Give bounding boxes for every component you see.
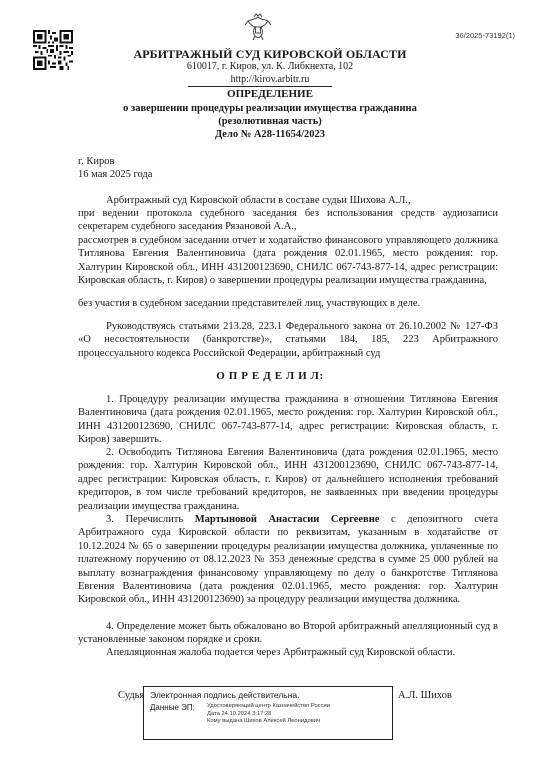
consideration-paragraph: рассмотрев в судебном заседании отчет и ходатайство финансового управляющего должника Титлянова Евгения Валентиновича (дата рождения 02.01.1965, место рождения: гор. Халтурин Кировской обл., ИНН 431200123690, СНИЛС 067-743-877-14, адрес регистрации: Кировская область, г. Киров) о завершении процедуры реализации имущества гражданина, — [78, 235, 498, 287]
electronic-signature-stamp — [143, 686, 393, 740]
payee-name: Мартыновой Анастасии Сергеевне — [194, 514, 380, 525]
stamp-key: Данные ЭП: — [150, 703, 195, 712]
stamp-issuer: Удостоверяющий центр Казначейство России — [207, 703, 330, 709]
case-number: Дело № А28-11654/2023 — [214, 129, 326, 140]
item-3-prefix: 3. Перечислить — [106, 514, 195, 525]
date: 16 мая 2025 года — [78, 169, 153, 180]
court-address: 610017, г. Киров, ул. К. Либкнехта, 102 — [186, 61, 354, 72]
legal-basis-paragraph: Руководствуясь статьями 213.28, 223.1 Федерального закона от 26.10.2002 № 127-ФЗ «О несостоятельности (банкротстве)», статьями 184, 185, 223 Арбитражного процессуального кодекса Российской Федерации, арбитражный суд — [78, 321, 498, 359]
item-3-text: с депозитного счета Арбитражного суда Кировской области по реквизитам, указанным в ходатайстве от 10.12.2024 № 65 о завершении процедуры реализации имущества должника, уплаченные по платежному поручению от 08.12.2023 № 353 денежные средства в сумме 25 000 рублей на выплату вознаграждения финансовому управляющему по делу о банкротстве Титлянова Евгения Валентиновича (дата рождения 02.01.1965, место рождения: гор. Халтурин Кировской обл., ИНН 431200123690) за процедуру реализации имущества должника. — [78, 514, 498, 606]
decision-heading: О П Р Е Д Е Л И Л: — [216, 370, 324, 382]
place: г. Киров — [78, 156, 115, 167]
protocol-paragraph: при ведении протокола судебного заседания без использования средств аудиозаписи секретарем судебного заседания Рязановой А.А., — [78, 208, 498, 233]
stamp-details — [150, 703, 386, 726]
court-composition: Арбитражный суд Кировской области в составе судьи Шихова А.Л., — [106, 195, 411, 206]
stamp-title: Электронная подпись действительна. — [150, 690, 300, 700]
participation-paragraph: без участия в судебном заседании представителей лиц, участвующих в деле. — [78, 298, 421, 309]
decision-item-4: 4. Определение может быть обжаловано во Второй арбитражный апелляционный суд в установленные законом порядке и сроки. — [78, 621, 498, 646]
document-type: ОПРЕДЕЛЕНИЕ — [227, 88, 313, 100]
stamp-owner: Кому выдана Шихов Алексей Леонидович — [207, 718, 321, 724]
court-name: АРБИТРАЖНЫЙ СУД КИРОВСКОЙ ОБЛАСТИ — [133, 47, 407, 61]
court-website: http://kirov.arbitr.ru — [230, 74, 310, 85]
decision-item-5: Апелляционная жалоба подается через Арбитражный суд Кировской области. — [106, 647, 456, 658]
case-number-stamp: 36/2025-73192(1) — [455, 31, 515, 40]
decision-item-2: 2. Освободить Титлянова Евгения Валентиновича (дата рождения 02.01.1965, место рождения: гор. Халтурин Кировской обл., ИНН 431200123690, СНИЛС 067-743-877-14, адрес регистрации: Кировская область, г. Киров) от дальнейшего исполнения требований кредиторов, в том числе требований кредиторов, не заявленных при введении процедуры реализации имущества гражданина. — [78, 447, 498, 512]
document-part: (резолютивная часть) — [218, 116, 322, 127]
header-divider — [188, 86, 332, 87]
coat-of-arms-icon — [243, 12, 273, 42]
judge-name: А.Л. Шихов — [398, 690, 452, 701]
decision-item-1: 1. Процедуру реализации имущества гражданина в отношении Титлянова Евгения Валентиновича (дата рождения 02.01.1965, место рождения: гор. Халтурин Кировской обл., ИНН 431200123690, СНИЛС 067-743-877-14, адрес регистрации: Кировская область, г. Киров) завершить. — [78, 394, 498, 446]
stamp-date: Дата 24.10.2024 3:17:28 — [207, 710, 272, 717]
signature-label: Судья — [118, 690, 145, 701]
document-subject: о завершении процедуры реализации имущества гражданина — [123, 103, 417, 114]
decision-item-3 — [78, 513, 498, 607]
